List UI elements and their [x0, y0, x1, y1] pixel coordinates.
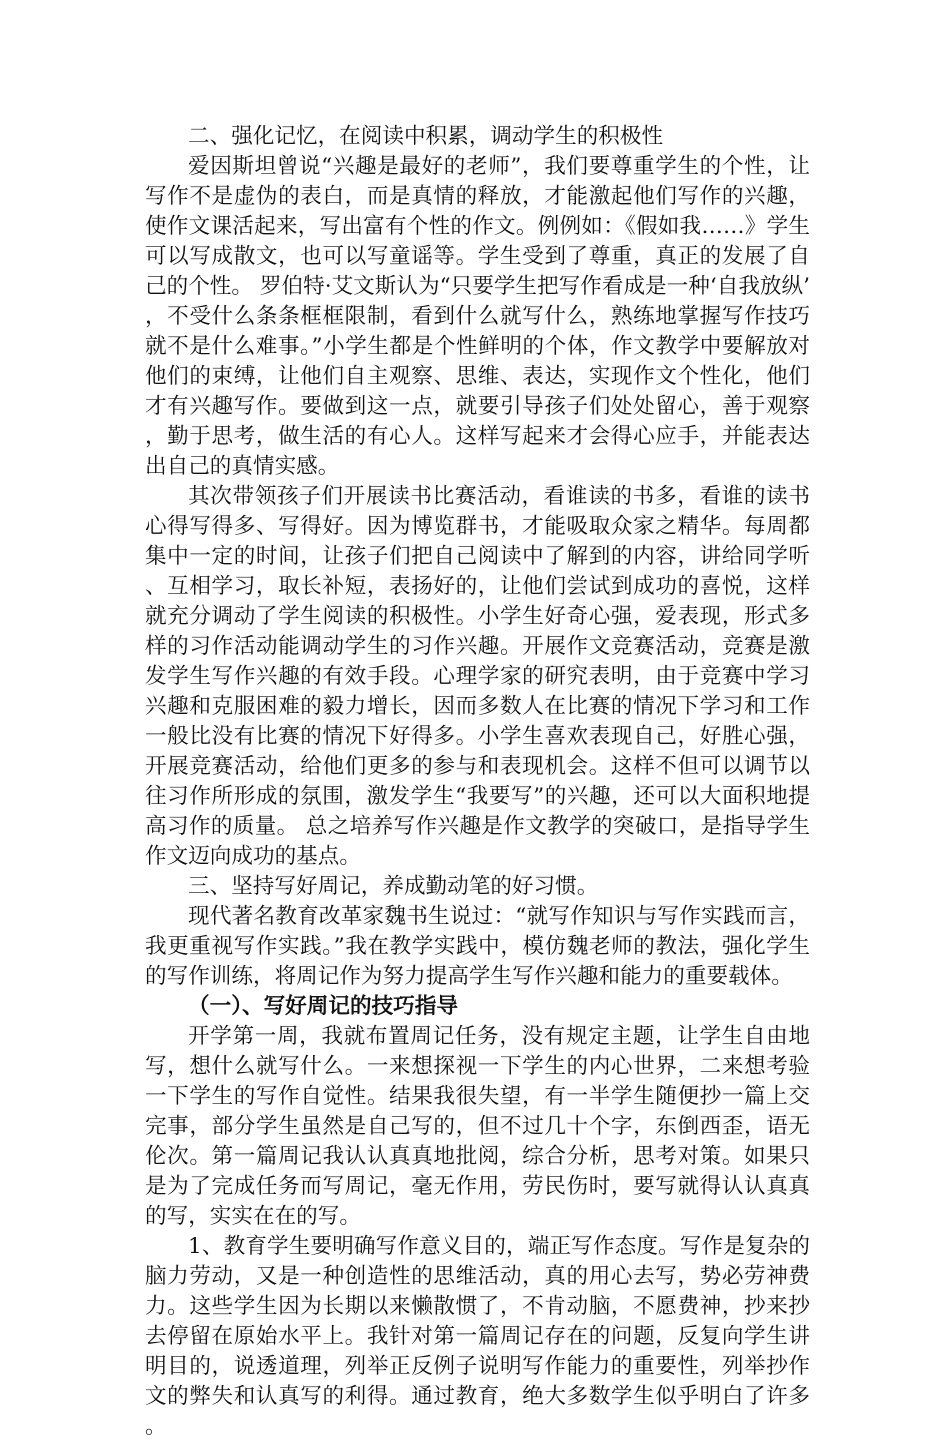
- paragraph-writing-purpose: 1、教育学生要明确写作意义目的，端正写作态度。写作是复杂的脑力劳动，又是一种创造性的思维活动，真的用心去写，势必劳神费力。这些学生因为长期以来懒散惯了，不肯动脑，不愿费神，抄来抄去停留在原始水平上。我针对第一篇周记存在的问题，反复向学生讲明目的，说透道理，列举正反例子说明写作能力的重要性，列举抄作文的弊失和认真写的利得。通过教育，绝大多数学生似乎明白了许多。: [145, 1234, 810, 1439]
- section-heading-3: 三、坚持写好周记，养成勤动笔的好习惯。: [188, 874, 599, 899]
- paragraph-first-week: 开学第一周，我就布置周记任务，没有规定主题，让学生自由地写，想什么就写什么。一来想探视一下学生的内心世界，二来想考验一下学生的写作自觉性。结果我很失望，有一半学生随便抄一篇上交完事，部分学生虽然是自己写的，但不过几十个字，东倒西歪，语无伦次。第一篇周记我认认真真地批阅，综合分析，思考对策。如果只是为了完成任务而写周记，毫无作用，劳民伤时，要写就得认认真真的写，实实在在的写。: [145, 1024, 810, 1229]
- paragraph-interest: 爱因斯坦曾说“兴趣是最好的老师”，我们要尊重学生的个性，让写作不是虚伪的表白，而是真情的释放，才能激起他们写作的兴趣，使作文课活起来，写出富有个性的作文。例例如：《假如我……》学生可以写成散文，也可以写童谣等。学生受到了尊重，真正的发展了自己的个性。 罗伯特·艾文斯认为“只要学生把写作看成是一种‘自我放纵’，不受什么条条框框限制，看到什么就写什么，熟练地掌握写作技巧就不是什么难事。”小学生都是个性鲜明的个体，作文教学中要解放对他们的束缚，让他们自主观察、思维、表达，实现作文个性化，他们才有兴趣写作。要做到这一点，就要引导孩子们处处留心，善于观察，勤于思考，做生活的有心人。这样写起来才会得心应手，并能表达出自己的真情实感。: [145, 154, 810, 479]
- document-page: [145, 122, 810, 1442]
- section-heading-2: 二、强化记忆，在阅读中积累，调动学生的积极性: [188, 124, 664, 149]
- paragraph-reading-contest: 其次带领孩子们开展读书比赛活动，看谁读的书多，看谁的读书心得写得多、写得好。因为博览群书，才能吸取众家之精华。每周都集中一定的时间，让孩子们把自己阅读中了解到的内容，讲给同学听、互相学习，取长补短，表扬好的，让他们尝试到成功的喜悦，这样就充分调动了学生阅读的积极性。小学生好奇心强，爱表现，形式多样的习作活动能调动学生的习作兴趣。开展作文竞赛活动，竞赛是激发学生写作兴趣的有效手段。心理学家的研究表明，由于竞赛中学习兴趣和克服困难的毅力增长，因而多数人在比赛的情况下学习和工作一般比没有比赛的情况下好得多。小学生喜欢表现自己，好胜心强，开展竞赛活动，给他们更多的参与和表现机会。这样不但可以调节以往习作所形成的氛围，激发学生“我要写”的兴趣，还可以大面积地提高习作的质量。 总之培养写作兴趣是作文教学的突破口，是指导学生作文迈向成功的基点。: [145, 484, 810, 869]
- subheading-weekly-journal-tips: （一）、写好周记的技巧指导: [188, 994, 458, 1019]
- paragraph-wei-shusheng: 现代著名教育改革家魏书生说过：“就写作知识与写作实践而言，我更重视写作实践。”我在教学实践中，模仿魏老师的教法，强化学生的写作训练，将周记作为努力提高学生写作兴趣和能力的重要载体。: [145, 904, 810, 989]
